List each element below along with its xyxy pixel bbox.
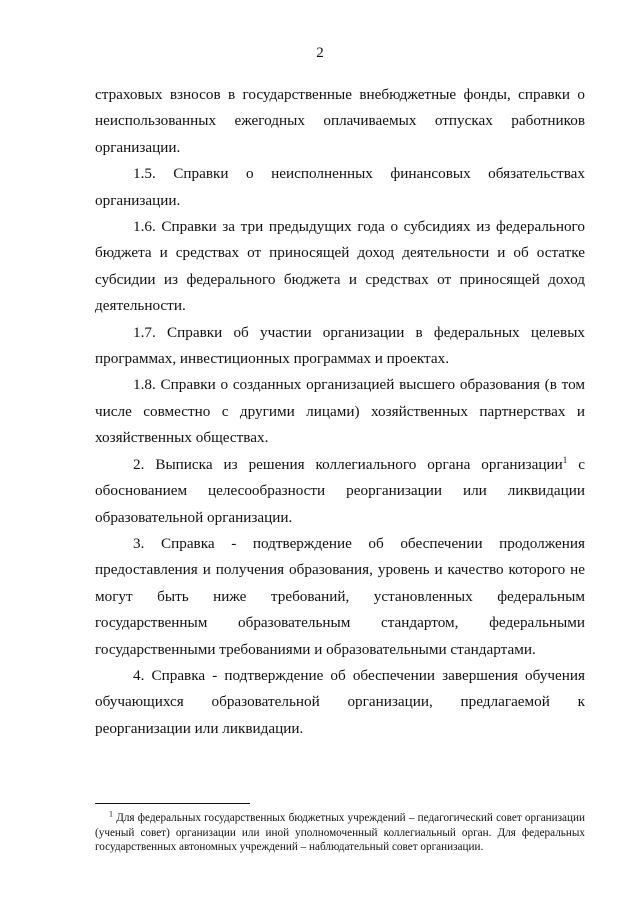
paragraph-3: 3. Справка - подтверждение об обеспечении продолжения предоставления и получения образования, уровень и качество которого не могут быть ниже требований, установленных федеральным государственным образовательным стандартом, федеральными государственными требованиями и образовательными стандартами. [95, 534, 585, 658]
paragraph-2 [95, 452, 585, 531]
footnote-reference: 1 [562, 454, 568, 465]
paragraph-2-text-end: с обоснованием целесообразности реорганизации или ликвидации образовательной организации. [95, 455, 585, 526]
footnote-divider [95, 803, 250, 804]
footnote [95, 811, 585, 855]
paragraph-1-7: 1.7. Справки об участии организации в федеральных целевых программах, инвестиционных программах и проектах. [95, 323, 585, 368]
paragraph-1-6: 1.6. Справки за три предыдущих года о субсидиях из федерального бюджета и средствах от приносящей доход деятельности и об остатке субсидии из федерального бюджета и средствах от приносящей доход деятельности. [95, 218, 585, 315]
page-number: 2 [316, 45, 324, 61]
paragraph-continuation: страховых взносов в государственные внебюджетные фонды, справки о неиспользованных ежегодных оплачиваемых отпусках работников организации. [95, 86, 585, 156]
paragraph-1-8: 1.8. Справки о созданных организацией высшего образования (в том числе совместно с другими лицами) хозяйственных партнерствах и хозяйственных обществах. [95, 376, 585, 447]
paragraph-4: 4. Справка - подтверждение об обеспечении завершения обучения обучающихся образовательной организации, предлагаемой к реорганизации или ликвидации. [95, 666, 585, 737]
footnote-marker: 1 [109, 809, 113, 819]
paragraph-1-5: 1.5. Справки о неисполненных финансовых обязательствах организации. [95, 165, 585, 209]
paragraph-2-text-start: 2. Выписка из решения коллегиального органа организации [133, 455, 563, 473]
document-body [95, 82, 585, 742]
footnote-text: Для федеральных государственных бюджетных учреждений – педагогический совет организации (ученый совет) организации или иной уполномоченный коллегиальный орган. Для федеральных государственных автономных учреждений – наблюдательный совет организации. [95, 812, 585, 854]
